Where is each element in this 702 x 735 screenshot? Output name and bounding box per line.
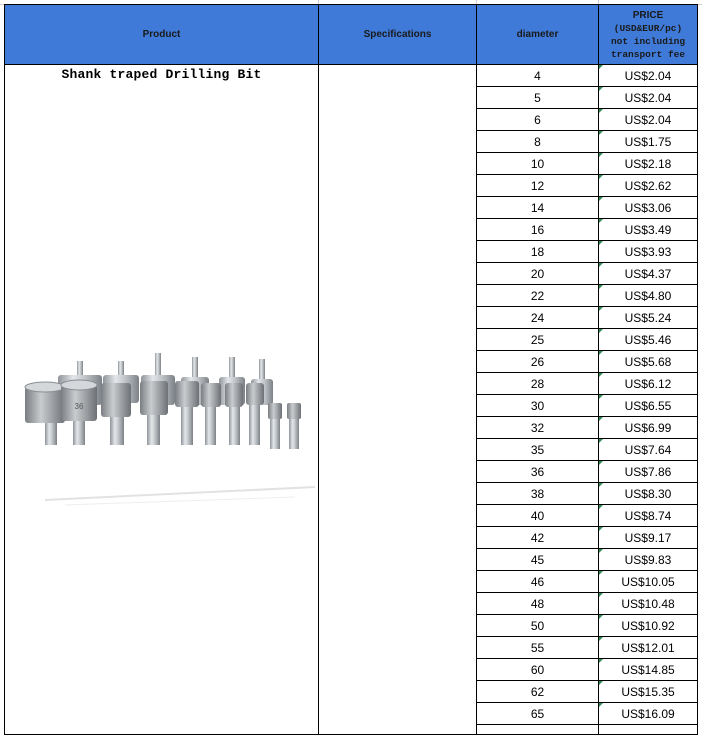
diameter-cell[interactable]: 18 (477, 241, 599, 263)
diameter-cell[interactable]: 38 (477, 483, 599, 505)
price-cell[interactable]: US$2.04 (599, 87, 698, 109)
diameter-cell[interactable]: 30 (477, 395, 599, 417)
diameter-cell[interactable]: 45 (477, 549, 599, 571)
diameter-cell[interactable]: 4 (477, 65, 599, 87)
diameter-cell[interactable] (477, 725, 599, 735)
price-cell[interactable]: US$8.30 (599, 483, 698, 505)
price-cell[interactable]: US$2.04 (599, 109, 698, 131)
price-cell[interactable]: US$10.05 (599, 571, 698, 593)
price-cell[interactable]: US$2.04 (599, 65, 698, 87)
drill-bits-photo (5, 235, 318, 525)
diameter-cell[interactable]: 42 (477, 527, 599, 549)
price-cell[interactable] (599, 725, 698, 735)
price-cell[interactable]: US$3.06 (599, 197, 698, 219)
diameter-cell[interactable]: 5 (477, 87, 599, 109)
price-cell[interactable]: US$4.80 (599, 285, 698, 307)
bit-marking: 36 (74, 402, 84, 411)
price-label: PRICE (632, 9, 664, 21)
price-cell[interactable]: US$6.12 (599, 373, 698, 395)
diameter-cell[interactable]: 20 (477, 263, 599, 285)
header-specifications[interactable]: Specifications (319, 5, 477, 65)
diameter-cell[interactable]: 14 (477, 197, 599, 219)
header-row (5, 5, 698, 65)
diameter-cell[interactable]: 36 (477, 461, 599, 483)
price-cell[interactable]: US$6.55 (599, 395, 698, 417)
product-title: Shank traped Drilling Bit (61, 67, 262, 82)
header-price[interactable] (599, 5, 698, 65)
diameter-cell[interactable]: 32 (477, 417, 599, 439)
price-cell[interactable]: US$10.92 (599, 615, 698, 637)
price-cell[interactable]: US$10.48 (599, 593, 698, 615)
header-diameter[interactable]: diameter (477, 5, 599, 65)
product-cell[interactable] (5, 65, 319, 735)
diameter-cell[interactable]: 35 (477, 439, 599, 461)
price-cell[interactable]: US$3.93 (599, 241, 698, 263)
price-cell[interactable]: US$12.01 (599, 637, 698, 659)
price-cell[interactable]: US$15.35 (599, 681, 698, 703)
diameter-cell[interactable]: 8 (477, 131, 599, 153)
price-cell[interactable]: US$5.46 (599, 329, 698, 351)
diameter-cell[interactable]: 50 (477, 615, 599, 637)
diameter-cell[interactable]: 22 (477, 285, 599, 307)
diameter-cell[interactable]: 28 (477, 373, 599, 395)
price-cell[interactable]: US$14.85 (599, 659, 698, 681)
diameter-cell[interactable]: 55 (477, 637, 599, 659)
diameter-cell[interactable]: 48 (477, 593, 599, 615)
diameter-cell[interactable]: 16 (477, 219, 599, 241)
price-cell[interactable]: US$5.68 (599, 351, 698, 373)
price-note-2: transport fee (610, 48, 686, 60)
specifications-cell[interactable] (319, 65, 477, 735)
price-cell[interactable]: US$9.83 (599, 549, 698, 571)
diameter-cell[interactable]: 24 (477, 307, 599, 329)
price-cell[interactable]: US$3.49 (599, 219, 698, 241)
price-cell[interactable]: US$1.75 (599, 131, 698, 153)
price-cell[interactable]: US$8.74 (599, 505, 698, 527)
price-cell[interactable]: US$16.09 (599, 703, 698, 725)
price-table (4, 4, 698, 735)
price-cell[interactable]: US$2.18 (599, 153, 698, 175)
price-cell[interactable]: US$6.99 (599, 417, 698, 439)
diameter-cell[interactable]: 40 (477, 505, 599, 527)
diameter-cell[interactable]: 12 (477, 175, 599, 197)
diameter-cell[interactable]: 6 (477, 109, 599, 131)
price-cell[interactable]: US$5.24 (599, 307, 698, 329)
diameter-cell[interactable]: 46 (477, 571, 599, 593)
table-row (5, 65, 698, 87)
price-cell[interactable]: US$2.62 (599, 175, 698, 197)
price-cell[interactable]: US$4.37 (599, 263, 698, 285)
price-cell[interactable]: US$7.86 (599, 461, 698, 483)
price-cell[interactable]: US$7.64 (599, 439, 698, 461)
diameter-cell[interactable]: 60 (477, 659, 599, 681)
diameter-cell[interactable]: 10 (477, 153, 599, 175)
diameter-cell[interactable]: 25 (477, 329, 599, 351)
price-currency: (USD&EUR/pc) (613, 22, 683, 34)
price-note-1: not including (610, 35, 686, 47)
diameter-cell[interactable]: 26 (477, 351, 599, 373)
diameter-cell[interactable]: 65 (477, 703, 599, 725)
header-product[interactable]: Product (5, 5, 319, 65)
diameter-cell[interactable]: 62 (477, 681, 599, 703)
price-cell[interactable]: US$9.17 (599, 527, 698, 549)
